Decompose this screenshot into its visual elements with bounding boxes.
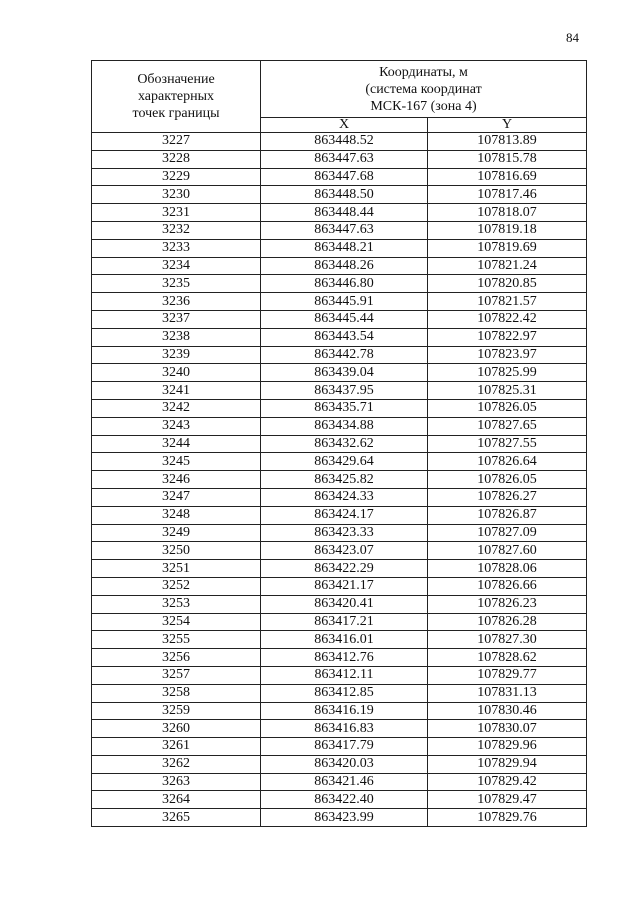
y-coordinate-cell: 107827.30	[428, 631, 587, 649]
point-id-cell: 3237	[92, 310, 261, 328]
y-coordinate-cell: 107831.13	[428, 684, 587, 702]
point-id-cell: 3231	[92, 204, 261, 222]
y-coordinate-cell: 107823.97	[428, 346, 587, 364]
x-axis-header: X	[261, 118, 428, 133]
point-id-cell: 3233	[92, 239, 261, 257]
point-id-cell: 3250	[92, 542, 261, 560]
table-row	[92, 186, 587, 204]
y-coordinate-cell: 107819.69	[428, 239, 587, 257]
x-coordinate-cell: 863420.03	[261, 755, 428, 773]
table-row	[92, 453, 587, 471]
x-coordinate-cell: 863417.79	[261, 738, 428, 756]
table-row	[92, 755, 587, 773]
x-coordinate-cell: 863442.78	[261, 346, 428, 364]
point-id-cell: 3240	[92, 364, 261, 382]
point-id-cell: 3246	[92, 471, 261, 489]
table-row	[92, 382, 587, 400]
y-coordinate-cell: 107822.97	[428, 328, 587, 346]
x-coordinate-cell: 863416.01	[261, 631, 428, 649]
y-coordinate-cell: 107827.09	[428, 524, 587, 542]
y-coordinate-cell: 107827.60	[428, 542, 587, 560]
x-coordinate-cell: 863412.76	[261, 649, 428, 667]
coord-header-line: МСК-167 (зона 4)	[370, 98, 477, 114]
table-row	[92, 328, 587, 346]
y-coordinate-cell: 107829.96	[428, 738, 587, 756]
point-id-cell: 3243	[92, 417, 261, 435]
x-coordinate-cell: 863417.21	[261, 613, 428, 631]
point-id-cell: 3261	[92, 738, 261, 756]
coordinates-table	[91, 60, 587, 827]
point-header-line: точек границы	[132, 106, 220, 121]
table-row	[92, 791, 587, 809]
y-coordinate-cell: 107821.24	[428, 257, 587, 275]
point-id-cell: 3241	[92, 382, 261, 400]
x-coordinate-cell: 863437.95	[261, 382, 428, 400]
table-row	[92, 275, 587, 293]
table-row	[92, 346, 587, 364]
table-row	[92, 666, 587, 684]
y-coordinate-cell: 107821.57	[428, 293, 587, 311]
point-id-cell: 3230	[92, 186, 261, 204]
y-coordinate-cell: 107826.64	[428, 453, 587, 471]
y-coordinate-cell: 107828.62	[428, 649, 587, 667]
table-row	[92, 168, 587, 186]
x-coordinate-cell: 863448.21	[261, 239, 428, 257]
point-id-cell: 3245	[92, 453, 261, 471]
y-coordinate-cell: 107825.99	[428, 364, 587, 382]
x-coordinate-cell: 863446.80	[261, 275, 428, 293]
x-coordinate-cell: 863423.07	[261, 542, 428, 560]
y-coordinate-cell: 107829.76	[428, 809, 587, 827]
table-row	[92, 150, 587, 168]
coordinates-header	[261, 61, 587, 118]
y-coordinate-cell: 107822.42	[428, 310, 587, 328]
x-coordinate-cell: 863423.99	[261, 809, 428, 827]
x-coordinate-cell: 863447.63	[261, 150, 428, 168]
x-coordinate-cell: 863448.50	[261, 186, 428, 204]
table-row	[92, 542, 587, 560]
point-id-cell: 3265	[92, 809, 261, 827]
y-coordinate-cell: 107829.77	[428, 666, 587, 684]
y-coordinate-cell: 107827.55	[428, 435, 587, 453]
point-id-cell: 3244	[92, 435, 261, 453]
y-coordinate-cell: 107826.05	[428, 399, 587, 417]
point-id-cell: 3264	[92, 791, 261, 809]
point-id-cell: 3254	[92, 613, 261, 631]
table-row	[92, 631, 587, 649]
x-coordinate-cell: 863445.44	[261, 310, 428, 328]
y-coordinate-cell: 107829.42	[428, 773, 587, 791]
x-coordinate-cell: 863425.82	[261, 471, 428, 489]
x-coordinate-cell: 863420.41	[261, 595, 428, 613]
x-coordinate-cell: 863448.44	[261, 204, 428, 222]
x-coordinate-cell: 863432.62	[261, 435, 428, 453]
table-row	[92, 720, 587, 738]
point-id-cell: 3234	[92, 257, 261, 275]
point-id-cell: 3255	[92, 631, 261, 649]
point-id-cell: 3249	[92, 524, 261, 542]
x-coordinate-cell: 863416.19	[261, 702, 428, 720]
table-row	[92, 702, 587, 720]
table-row	[92, 133, 587, 151]
y-coordinate-cell: 107826.87	[428, 506, 587, 524]
point-id-cell: 3247	[92, 488, 261, 506]
x-coordinate-cell: 863447.68	[261, 168, 428, 186]
point-id-cell: 3236	[92, 293, 261, 311]
y-coordinate-cell: 107830.07	[428, 720, 587, 738]
x-coordinate-cell: 863424.17	[261, 506, 428, 524]
x-coordinate-cell: 863448.26	[261, 257, 428, 275]
table-row	[92, 506, 587, 524]
table-row	[92, 221, 587, 239]
table-row	[92, 773, 587, 791]
point-id-cell: 3260	[92, 720, 261, 738]
x-coordinate-cell: 863422.29	[261, 560, 428, 578]
point-id-cell: 3248	[92, 506, 261, 524]
table-row	[92, 399, 587, 417]
point-header-line: Обозначение	[137, 72, 215, 87]
coord-header-line: Координаты, м	[379, 64, 468, 80]
table-header-row	[92, 61, 587, 118]
x-coordinate-cell: 863412.85	[261, 684, 428, 702]
point-id-cell: 3252	[92, 577, 261, 595]
y-coordinate-cell: 107827.65	[428, 417, 587, 435]
table-row	[92, 417, 587, 435]
table-row	[92, 310, 587, 328]
y-coordinate-cell: 107813.89	[428, 133, 587, 151]
y-coordinate-cell: 107829.47	[428, 791, 587, 809]
y-coordinate-cell: 107829.94	[428, 755, 587, 773]
table-row	[92, 204, 587, 222]
table-row	[92, 239, 587, 257]
point-id-cell: 3229	[92, 168, 261, 186]
x-coordinate-cell: 863448.52	[261, 133, 428, 151]
y-coordinate-cell: 107826.66	[428, 577, 587, 595]
table-row	[92, 560, 587, 578]
table-body	[92, 133, 587, 827]
point-id-cell: 3235	[92, 275, 261, 293]
point-id-cell: 3262	[92, 755, 261, 773]
y-coordinate-cell: 107830.46	[428, 702, 587, 720]
x-coordinate-cell: 863424.33	[261, 488, 428, 506]
coord-header-line: (система координат	[365, 81, 482, 97]
y-coordinate-cell: 107826.28	[428, 613, 587, 631]
point-id-cell: 3263	[92, 773, 261, 791]
x-coordinate-cell: 863423.33	[261, 524, 428, 542]
point-id-cell: 3238	[92, 328, 261, 346]
point-header-line: характерных	[137, 89, 215, 104]
point-designation-header	[92, 61, 261, 133]
table-row	[92, 524, 587, 542]
point-id-cell: 3256	[92, 649, 261, 667]
table-row	[92, 293, 587, 311]
table-row	[92, 577, 587, 595]
point-id-cell: 3228	[92, 150, 261, 168]
table-row	[92, 471, 587, 489]
point-id-cell: 3232	[92, 221, 261, 239]
x-coordinate-cell: 863412.11	[261, 666, 428, 684]
y-coordinate-cell: 107825.31	[428, 382, 587, 400]
x-coordinate-cell: 863429.64	[261, 453, 428, 471]
table-row	[92, 649, 587, 667]
x-coordinate-cell: 863445.91	[261, 293, 428, 311]
point-id-cell: 3239	[92, 346, 261, 364]
y-coordinate-cell: 107820.85	[428, 275, 587, 293]
table-row	[92, 435, 587, 453]
table-row	[92, 684, 587, 702]
x-coordinate-cell: 863416.83	[261, 720, 428, 738]
point-id-cell: 3257	[92, 666, 261, 684]
y-coordinate-cell: 107815.78	[428, 150, 587, 168]
y-coordinate-cell: 107816.69	[428, 168, 587, 186]
table-row	[92, 809, 587, 827]
y-axis-header: Y	[428, 118, 587, 133]
table-row	[92, 364, 587, 382]
table-row	[92, 613, 587, 631]
y-coordinate-cell: 107826.27	[428, 488, 587, 506]
x-coordinate-cell: 863435.71	[261, 399, 428, 417]
x-coordinate-cell: 863439.04	[261, 364, 428, 382]
x-coordinate-cell: 863447.63	[261, 221, 428, 239]
table-row	[92, 257, 587, 275]
y-coordinate-cell: 107819.18	[428, 221, 587, 239]
y-coordinate-cell: 107828.06	[428, 560, 587, 578]
table-row	[92, 738, 587, 756]
page-number: 84	[566, 30, 579, 45]
y-coordinate-cell: 107818.07	[428, 204, 587, 222]
y-coordinate-cell: 107826.23	[428, 595, 587, 613]
point-id-cell: 3251	[92, 560, 261, 578]
table-row	[92, 595, 587, 613]
y-coordinate-cell: 107826.05	[428, 471, 587, 489]
x-coordinate-cell: 863421.46	[261, 773, 428, 791]
point-id-cell: 3258	[92, 684, 261, 702]
x-coordinate-cell: 863434.88	[261, 417, 428, 435]
point-id-cell: 3227	[92, 133, 261, 151]
y-coordinate-cell: 107817.46	[428, 186, 587, 204]
x-coordinate-cell: 863443.54	[261, 328, 428, 346]
point-id-cell: 3253	[92, 595, 261, 613]
x-coordinate-cell: 863421.17	[261, 577, 428, 595]
table-row	[92, 488, 587, 506]
x-coordinate-cell: 863422.40	[261, 791, 428, 809]
point-id-cell: 3242	[92, 399, 261, 417]
point-id-cell: 3259	[92, 702, 261, 720]
